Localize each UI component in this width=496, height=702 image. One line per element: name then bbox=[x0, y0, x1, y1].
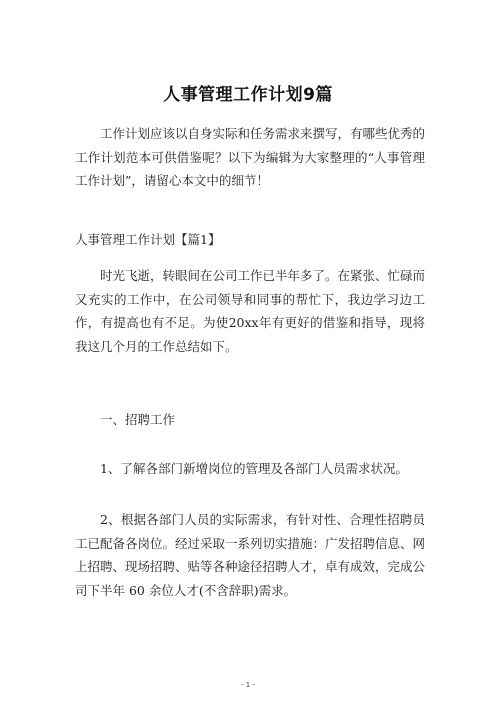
document-title: 人事管理工作计划9篇 bbox=[163, 85, 333, 105]
section-heading: 人事管理工作计划【篇1】 bbox=[75, 232, 221, 247]
page-number: - 1 - bbox=[241, 681, 255, 689]
body-paragraph: 时光飞逝，转眼间在公司工作已半年多了。在紧张、忙碌而又充实的工作中，在公司领导和同事的帮忙下，我边学习边工作，有提高也有不足。为使20xx年有更好的借鉴和指导，现将我这几个月的工作总结如下。 bbox=[75, 268, 426, 354]
list-item-2: 2、根据各部门人员的实际需求，有针对性、合理性招聘员工已配备各岗位。经过采取一系列切实措施：广发招聘信息、网上招聘、现场招聘、贴等各种途径招聘人才，卓有成效，完成公司下半年 60 余位人才(不含辞职)需求。 bbox=[75, 512, 426, 598]
list-item-1: 1、了解各部门新增岗位的管理及各部门人员需求状况。 bbox=[100, 461, 408, 476]
intro-paragraph: 工作计划应该以自身实际和任务需求来撰写，有哪些优秀的工作计划范本可供借鉴呢？以下为编辑为大家整理的“人事管理工作计划”，请留心本文中的细节！ bbox=[75, 126, 426, 188]
subheading-recruitment: 一、招聘工作 bbox=[100, 412, 176, 427]
